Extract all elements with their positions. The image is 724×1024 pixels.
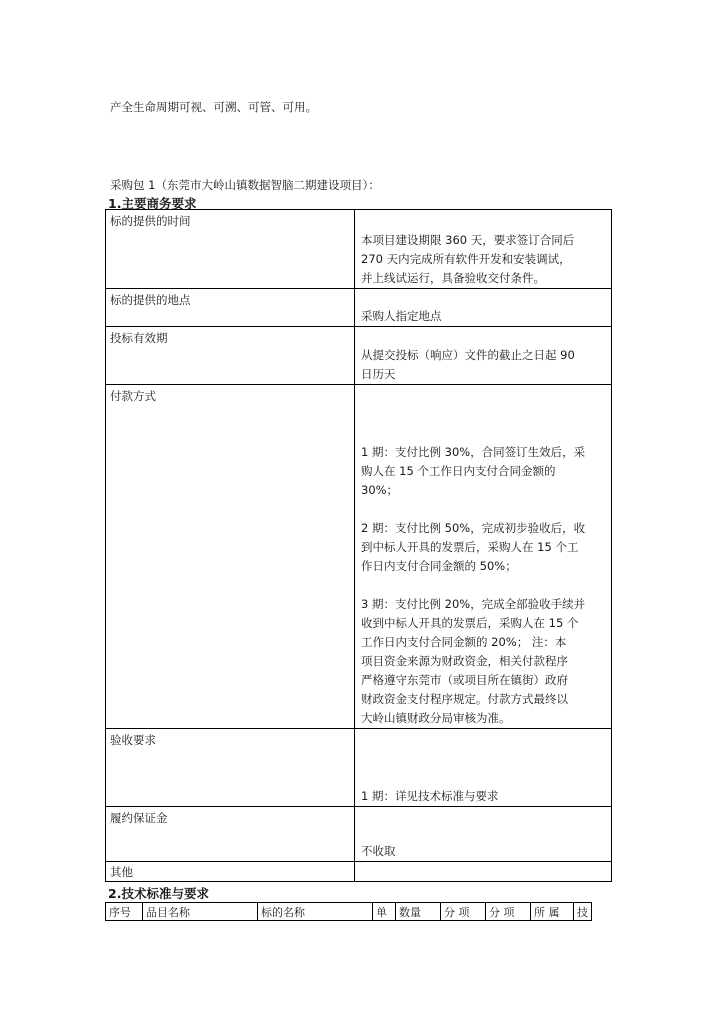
row-value — [355, 807, 612, 862]
table-row — [106, 289, 612, 327]
table-row — [106, 807, 612, 862]
value-line: 购人在 15 个工作日内支付合同金额的 — [361, 464, 556, 478]
row-label: 验收要求 — [106, 729, 355, 807]
row-label: 履约保证金 — [106, 807, 355, 862]
row-value — [355, 289, 612, 327]
row-value — [355, 729, 612, 807]
value-line: 并上线试运行，具备验收交付条件。 — [361, 271, 545, 285]
tech-standards-table — [105, 902, 592, 921]
value-line: 不收取 — [361, 844, 396, 858]
row-value — [355, 327, 612, 385]
row-value — [355, 210, 612, 289]
col-header-sub-item-b: 分 项 — [486, 903, 531, 921]
row-label: 付款方式 — [106, 385, 355, 729]
value-line: 财政资金支付程序规定。付款方式最终以 — [361, 692, 568, 706]
section1-heading: 1.主要商务要求 — [108, 196, 197, 211]
table-row — [106, 862, 612, 882]
section2-heading: 2.技术标准与要求 — [108, 886, 209, 901]
value-line: 大岭山镇财政分局审核为准。 — [361, 711, 511, 725]
value-line: 项目资金来源为财政资金，相关付款程序 — [361, 654, 568, 668]
row-label: 其他 — [106, 862, 355, 882]
intro-line: 产全生命周期可视、可溯、可管、可用。 — [110, 100, 317, 114]
value-line: 采购人指定地点 — [361, 309, 442, 323]
row-label: 标的提供的地点 — [106, 289, 355, 327]
value-line: 2 期：支付比例 50%，完成初步验收后，收 — [361, 521, 586, 535]
table-row — [106, 729, 612, 807]
row-value — [355, 862, 612, 882]
value-line: 1 期：详见技术标准与要求 — [361, 789, 499, 803]
value-line: 本项目建设期限 360 天，要求签订合同后 — [361, 233, 575, 247]
value-line: 从提交投标（响应）文件的截止之日起 90 — [361, 348, 575, 362]
col-header-tech: 技 — [574, 903, 592, 921]
col-header-quantity: 数量 — [396, 903, 441, 921]
table-row — [106, 327, 612, 385]
table-row — [106, 385, 612, 729]
business-requirements-table — [105, 209, 612, 882]
col-header-belongs: 所 属 — [531, 903, 574, 921]
col-header-item-name: 品目名称 — [143, 903, 258, 921]
value-line: 30%； — [361, 483, 399, 497]
table-row — [106, 210, 612, 289]
package-title: 采购包 1（东莞市大岭山镇数据智脑二期建设项目）： — [110, 178, 380, 192]
value-line: 1 期：支付比例 30%，合同签订生效后，采 — [361, 445, 586, 459]
value-line: 到中标人开具的发票后，采购人在 15 个工 — [361, 540, 579, 554]
row-value — [355, 385, 612, 729]
value-line: 作日内支付合同金额的 50%； — [361, 559, 517, 573]
value-line: 严格遵守东莞市（或项目所在镇街）政府 — [361, 673, 568, 687]
value-line: 工作日内支付合同金额的 20%； 注：本 — [361, 635, 567, 649]
row-label: 标的提供的时间 — [106, 210, 355, 289]
col-header-index: 序号 — [106, 903, 143, 921]
col-header-target-name: 标的名称 — [258, 903, 373, 921]
value-line: 收到中标人开具的发票后，采购人在 15 个 — [361, 616, 579, 630]
col-header-unit: 单 — [373, 903, 396, 921]
table-header-row — [106, 903, 592, 921]
row-label: 投标有效期 — [106, 327, 355, 385]
value-line: 日历天 — [361, 367, 396, 381]
col-header-sub-item-a: 分 项 — [441, 903, 486, 921]
value-line: 270 天内完成所有软件开发和安装调试， — [361, 252, 571, 266]
value-line: 3 期：支付比例 20%，完成全部验收手续并 — [361, 597, 586, 611]
